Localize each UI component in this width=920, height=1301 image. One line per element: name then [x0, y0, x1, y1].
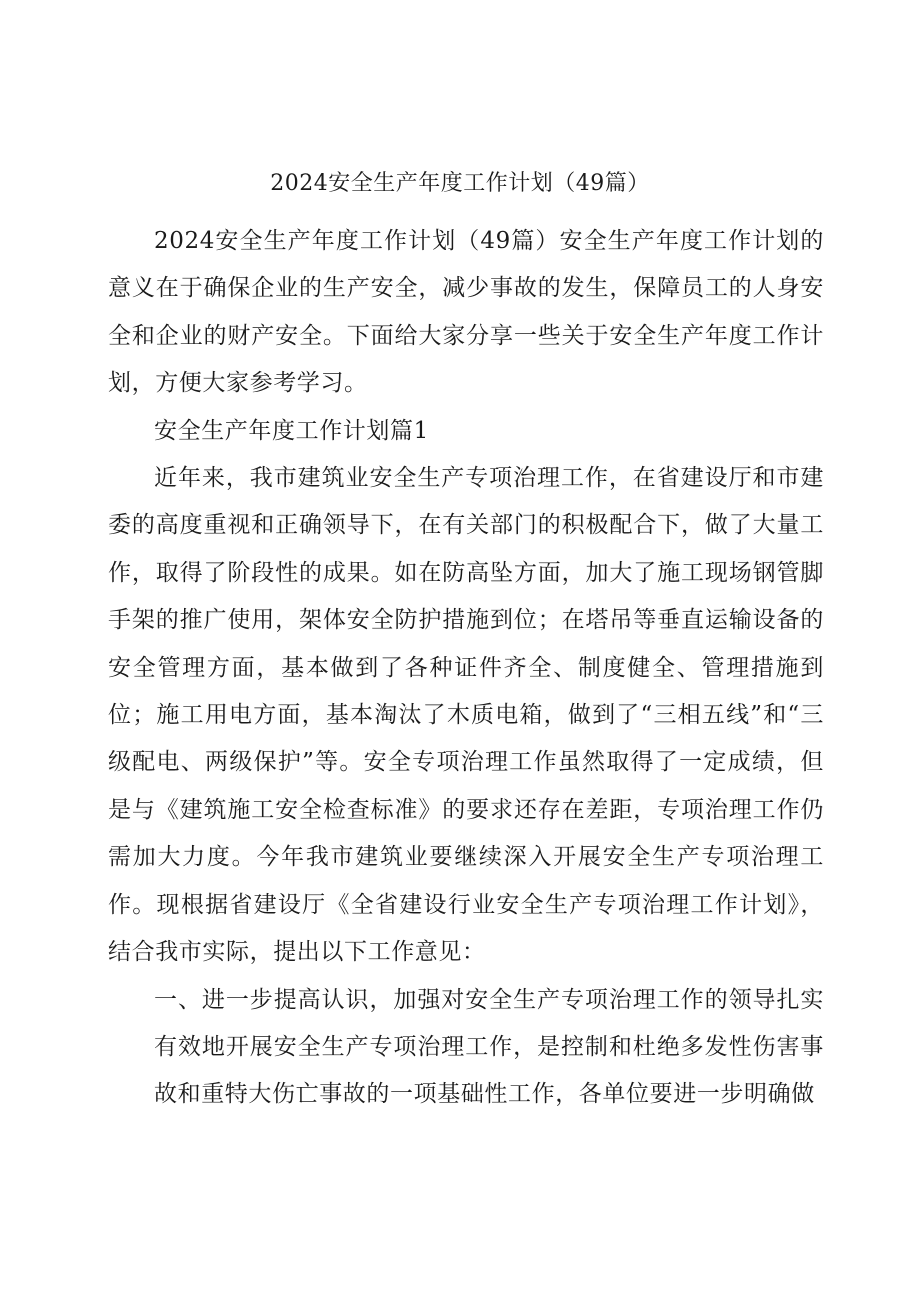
intro-paragraph: 2024安全生产年度工作计划（49篇）安全生产年度工作计划的意义在于确保企业的生产安全，减少事故的发生，保障员工的人身安全和企业的财产安全。下面给大家分享一些关于安全生产年度工作计划，方便大家参考学习。	[108, 228, 824, 397]
point-paragraph: 一、进一步提高认识，加强对安全生产专项治理工作的领导扎实有效地开展安全生产专项治理工作，是控制和杜绝多发性伤害事故和重特大伤亡事故的一项基础性工作，各单位要进一步明确做	[154, 986, 824, 1108]
document-body	[108, 218, 824, 1119]
document-title: 2024安全生产年度工作计划（49篇）	[270, 171, 650, 196]
section-heading: 安全生产年度工作计划篇1	[154, 417, 429, 444]
body-paragraph: 近年来，我市建筑业安全生产专项治理工作，在省建设厅和市建委的高度重视和正确领导下，在有关部门的积极配合下，做了大量工作，取得了阶段性的成果。如在防高坠方面，加大了施工现场钢管脚手架的推广使用，架体安全防护措施到位；在塔吊等垂直运输设备的安全管理方面，基本做到了各种证件齐全、制度健全、管理措施到位；施工用电方面，基本淘汰了木质电箱，做到了“三相五线”和“三级配电、两级保护”等。安全专项治理工作虽然取得了一定成绩，但是与《建筑施工安全检查标准》的要求还存在差距，专项治理工作仍需加大力度。今年我市建筑业要继续深入开展安全生产专项治理工作。现根据省建设厅《全省建设行业安全生产专项治理工作计划》，结合我市实际，提出以下工作意见：	[108, 465, 824, 966]
